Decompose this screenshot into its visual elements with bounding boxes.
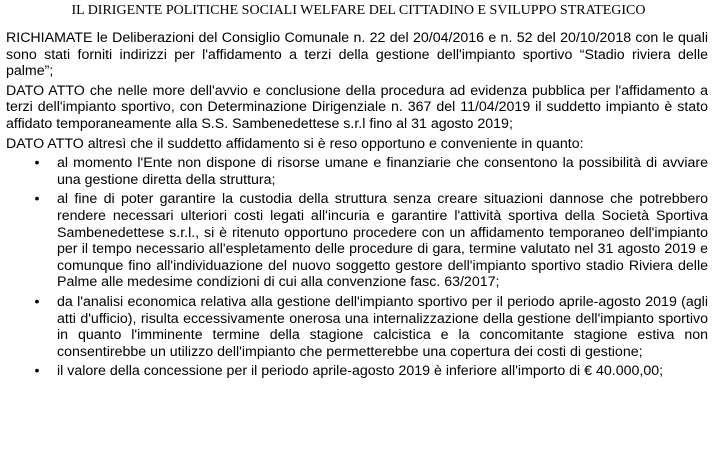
list-item (6, 155, 708, 188)
list-item (6, 363, 708, 380)
list-item (6, 191, 708, 291)
paragraph-dato-atto-altresi: DATO ATTO altresì che il suddetto affidamento si è reso opportuno e conveniente in quanto: (6, 135, 584, 152)
list-item-text: da l'analisi economica relativa alla gestione dell'impianto sportivo per il periodo aprile-agosto 2019 (agli atti d'ufficio), risulta eccessivamente onerosa una internalizzazione della gestione dell'impianto sportivo in quanto l'imminente termine della stagione calcistica e la concomitante stagione estiva non consentirebbe un utilizzo dell'impianto che permetterebbe una copertura dei costi di gestione; (57, 293, 708, 360)
bullet-icon: • (34, 155, 40, 172)
list-item-text: al momento l'Ente non dispone di risorse umane e finanziarie che consentono la possibilità di avviare una gestione diretta della struttura; (57, 155, 708, 188)
bullet-icon: • (34, 293, 40, 310)
reasons-list (6, 155, 708, 380)
document-heading: IL DIRIGENTE POLITICHE SOCIALI WELFARE DEL CITTADINO E SVILUPPO STRATEGICO (71, 3, 646, 18)
document-body (6, 30, 708, 383)
bullet-icon: • (34, 191, 40, 208)
list-item (6, 294, 708, 360)
paragraph-dato-atto: DATO ATTO che nelle more dell'avvio e conclusione della procedura ad evidenza pubblica per l'affidamento a terzi dell'impianto sportivo, con Determinazione Dirigenziale n. 367 del 11/04/2019 il suddetto impianto è stato affidato temporaneamente alla S.S. Sambenedettese s.r.l fino al 31 agosto 2019; (6, 82, 708, 132)
list-item-text: il valore della concessione per il periodo aprile-agosto 2019 è inferiore all'importo di € 40.000,00; (57, 363, 664, 380)
paragraph-richiamate: RICHIAMATE le Deliberazioni del Consiglio Comunale n. 22 del 20/04/2016 e n. 52 del 20/10/2018 con le quali sono stati forniti indirizzi per l'affidamento a terzi della gestione dell'impianto sportivo “Stadio riviera delle palme”; (6, 30, 708, 80)
list-item-text: al fine di poter garantire la custodia della struttura senza creare situazioni dannose che potrebbero rendere necessari ulteriori costi legati all'incuria e garantire l'attività sportiva della Società Sportiva Sambenedettese s.r.l., si è ritenuto opportuno procedere con un affidamento temporaneo dell'impianto per il tempo necessario all'espletamento delle procedure di gara, termine valutato nel 31 agosto 2019 e comunque fino all'individuazione del nuovo soggetto gestore dell'impianto sportivo stadio Riviera delle Palme alle medesime condizioni di cui alla convenzione fasc. 63/2017; (57, 191, 708, 291)
bullet-icon: • (34, 363, 40, 380)
